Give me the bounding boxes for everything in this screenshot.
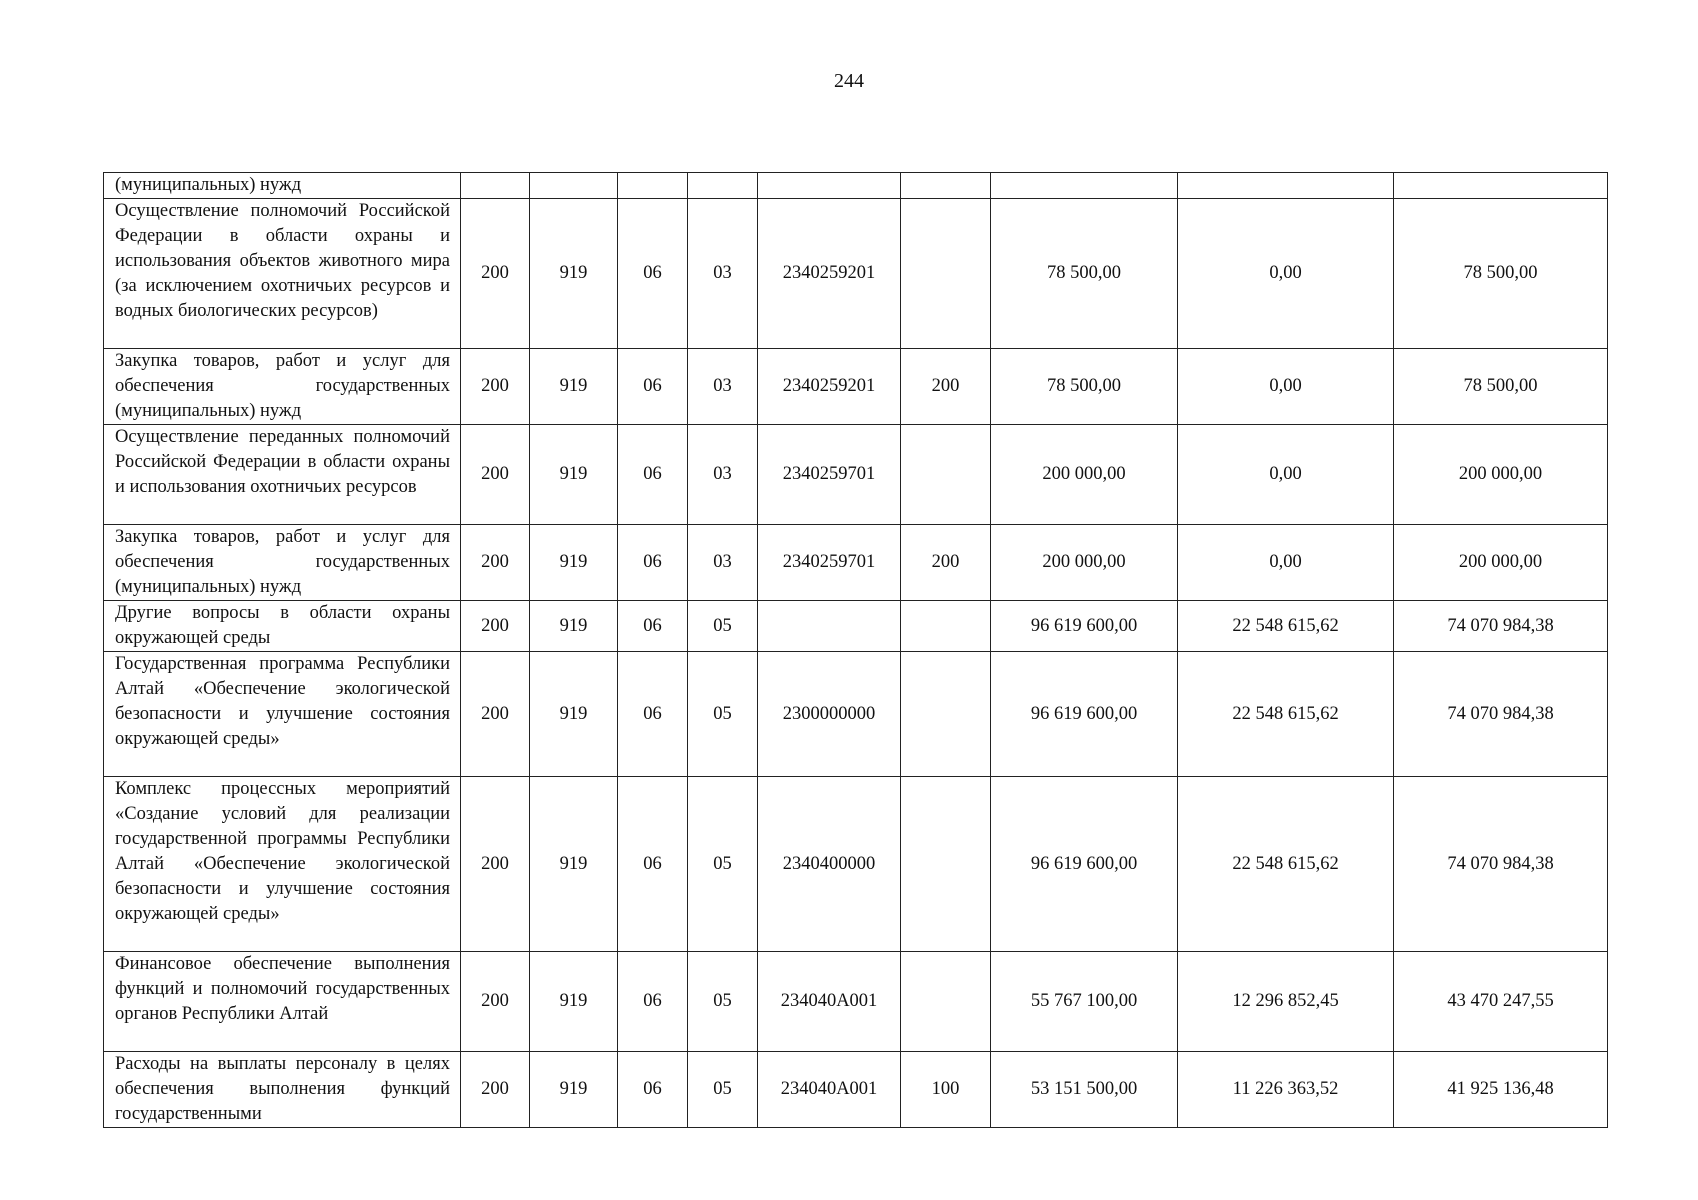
cell-rz: 06 xyxy=(618,1052,688,1128)
cell-vr: 200 xyxy=(901,525,991,601)
table-row xyxy=(104,173,1608,199)
cell-plan: 96 619 600,00 xyxy=(991,777,1178,952)
cell-kod xyxy=(461,173,530,199)
cell-ved: 919 xyxy=(530,199,618,349)
cell-fact: 0,00 xyxy=(1178,199,1394,349)
table-row xyxy=(104,525,1608,601)
cell-fact xyxy=(1178,173,1394,199)
cell-rest xyxy=(1394,173,1608,199)
cell-plan: 200 000,00 xyxy=(991,425,1178,525)
cell-ved: 919 xyxy=(530,652,618,777)
budget-table xyxy=(103,172,1608,1128)
cell-kod: 200 xyxy=(461,1052,530,1128)
cell-rest: 74 070 984,38 xyxy=(1394,601,1608,652)
cell-kod: 200 xyxy=(461,525,530,601)
table-row xyxy=(104,349,1608,425)
cell-pr: 03 xyxy=(688,425,758,525)
table-row xyxy=(104,601,1608,652)
cell-rest: 74 070 984,38 xyxy=(1394,652,1608,777)
cell-rz: 06 xyxy=(618,425,688,525)
cell-csr: 2340259201 xyxy=(758,199,901,349)
cell-rz: 06 xyxy=(618,349,688,425)
cell-pr: 03 xyxy=(688,349,758,425)
cell-fact: 0,00 xyxy=(1178,525,1394,601)
cell-pr: 05 xyxy=(688,777,758,952)
cell-fact: 22 548 615,62 xyxy=(1178,652,1394,777)
page-number: 244 xyxy=(834,70,864,92)
cell-csr: 2300000000 xyxy=(758,652,901,777)
cell-ved: 919 xyxy=(530,777,618,952)
cell-rest: 41 925 136,48 xyxy=(1394,1052,1608,1128)
table-row xyxy=(104,199,1608,349)
cell-csr: 234040А001 xyxy=(758,1052,901,1128)
cell-vr xyxy=(901,601,991,652)
cell-name: Осуществление полномочий Российской Федерации в области охраны и использования объектов животного мира (за исключением охотничьих ресурсов и водных биологических ресурсов) xyxy=(104,199,461,349)
cell-rest: 200 000,00 xyxy=(1394,525,1608,601)
cell-vr xyxy=(901,173,991,199)
cell-plan: 55 767 100,00 xyxy=(991,952,1178,1052)
cell-name: Финансовое обеспечение выполнения функций и полномочий государственных органов Республики Алтай xyxy=(104,952,461,1052)
cell-rest: 43 470 247,55 xyxy=(1394,952,1608,1052)
cell-ved: 919 xyxy=(530,601,618,652)
cell-plan: 78 500,00 xyxy=(991,349,1178,425)
cell-fact: 12 296 852,45 xyxy=(1178,952,1394,1052)
cell-vr xyxy=(901,652,991,777)
cell-name: Расходы на выплаты персоналу в целях обеспечения выполнения функций государственными xyxy=(104,1052,461,1128)
cell-rz: 06 xyxy=(618,199,688,349)
cell-pr: 03 xyxy=(688,525,758,601)
cell-kod: 200 xyxy=(461,777,530,952)
cell-pr xyxy=(688,173,758,199)
cell-plan: 96 619 600,00 xyxy=(991,601,1178,652)
cell-vr xyxy=(901,199,991,349)
cell-ved: 919 xyxy=(530,349,618,425)
cell-pr: 05 xyxy=(688,952,758,1052)
cell-ved: 919 xyxy=(530,525,618,601)
cell-kod: 200 xyxy=(461,952,530,1052)
budget-table-body xyxy=(104,173,1608,1128)
cell-name: (муниципальных) нужд xyxy=(104,173,461,199)
cell-name: Закупка товаров, работ и услуг для обеспечения государственных (муниципальных) нужд xyxy=(104,525,461,601)
cell-rz: 06 xyxy=(618,952,688,1052)
cell-csr xyxy=(758,173,901,199)
cell-name: Осуществление переданных полномочий Российской Федерации в области охраны и использования охотничьих ресурсов xyxy=(104,425,461,525)
cell-vr: 200 xyxy=(901,349,991,425)
table-row xyxy=(104,777,1608,952)
cell-fact: 0,00 xyxy=(1178,425,1394,525)
cell-vr xyxy=(901,777,991,952)
table-row xyxy=(104,425,1608,525)
cell-ved xyxy=(530,173,618,199)
cell-plan: 200 000,00 xyxy=(991,525,1178,601)
cell-kod: 200 xyxy=(461,199,530,349)
cell-plan: 53 151 500,00 xyxy=(991,1052,1178,1128)
table-row xyxy=(104,952,1608,1052)
cell-pr: 05 xyxy=(688,1052,758,1128)
cell-rest: 78 500,00 xyxy=(1394,349,1608,425)
cell-rz: 06 xyxy=(618,777,688,952)
cell-rz: 06 xyxy=(618,601,688,652)
cell-plan xyxy=(991,173,1178,199)
cell-rz xyxy=(618,173,688,199)
cell-csr: 2340259701 xyxy=(758,425,901,525)
cell-rest: 78 500,00 xyxy=(1394,199,1608,349)
cell-csr: 2340400000 xyxy=(758,777,901,952)
cell-fact: 0,00 xyxy=(1178,349,1394,425)
cell-rest: 74 070 984,38 xyxy=(1394,777,1608,952)
cell-vr xyxy=(901,952,991,1052)
cell-csr xyxy=(758,601,901,652)
cell-kod: 200 xyxy=(461,349,530,425)
table-row xyxy=(104,1052,1608,1128)
cell-plan: 96 619 600,00 xyxy=(991,652,1178,777)
cell-kod: 200 xyxy=(461,652,530,777)
cell-vr: 100 xyxy=(901,1052,991,1128)
cell-name: Закупка товаров, работ и услуг для обеспечения государственных (муниципальных) нужд xyxy=(104,349,461,425)
cell-csr: 2340259701 xyxy=(758,525,901,601)
cell-ved: 919 xyxy=(530,425,618,525)
cell-ved: 919 xyxy=(530,1052,618,1128)
cell-csr: 234040А001 xyxy=(758,952,901,1052)
cell-vr xyxy=(901,425,991,525)
cell-ved: 919 xyxy=(530,952,618,1052)
cell-plan: 78 500,00 xyxy=(991,199,1178,349)
cell-name: Государственная программа Республики Алтай «Обеспечение экологической безопасности и улучшение состояния окружающей среды» xyxy=(104,652,461,777)
cell-rz: 06 xyxy=(618,652,688,777)
cell-kod: 200 xyxy=(461,425,530,525)
cell-rz: 06 xyxy=(618,525,688,601)
cell-fact: 11 226 363,52 xyxy=(1178,1052,1394,1128)
cell-name: Комплекс процессных мероприятий «Создание условий для реализации государственной программы Республики Алтай «Обеспечение экологической безопасности и улучшение состояния окружающей среды» xyxy=(104,777,461,952)
cell-fact: 22 548 615,62 xyxy=(1178,601,1394,652)
cell-name: Другие вопросы в области охраны окружающей среды xyxy=(104,601,461,652)
table-row xyxy=(104,652,1608,777)
cell-pr: 05 xyxy=(688,601,758,652)
cell-kod: 200 xyxy=(461,601,530,652)
cell-fact: 22 548 615,62 xyxy=(1178,777,1394,952)
cell-pr: 03 xyxy=(688,199,758,349)
cell-pr: 05 xyxy=(688,652,758,777)
cell-rest: 200 000,00 xyxy=(1394,425,1608,525)
cell-csr: 2340259201 xyxy=(758,349,901,425)
